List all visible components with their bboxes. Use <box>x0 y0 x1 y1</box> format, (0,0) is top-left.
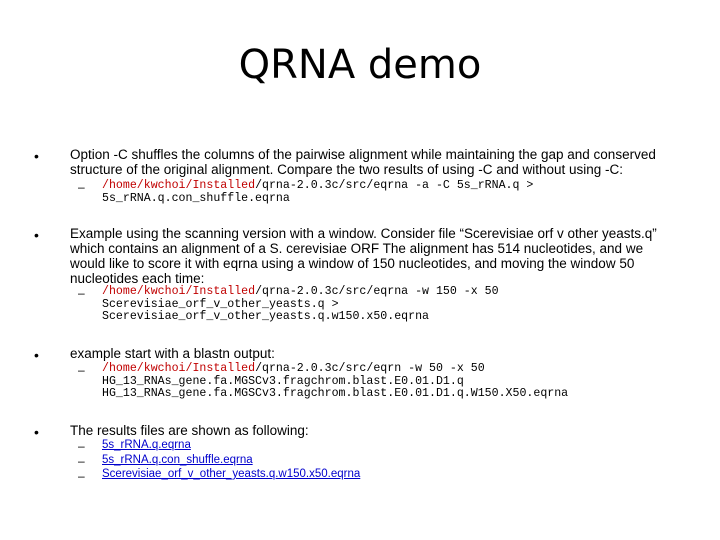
code-block-option-c <box>102 180 533 205</box>
bullet-text-option-c: Option -C shuffles the columns of the pairwise alignment while maintaining the gap and conserved structure of the original alignment. Compare the two results of using -C and without using -C: <box>70 147 656 177</box>
code-line: Scerevisiae_orf_v_other_yeasts.q > <box>102 297 339 311</box>
bullet-marker: • <box>34 148 39 164</box>
sub-dash: – <box>78 454 85 468</box>
sub-dash: – <box>78 439 85 453</box>
result-link-scerevisiae[interactable]: Scerevisiae_orf_v_other_yeasts.q.w150.x50.eqrna <box>102 468 361 480</box>
bullet-text-scanning: Example using the scanning version with a window. Consider file “Scerevisiae orf v other yeasts.q” which contains an alignment of a S. cerevisiae ORF The alignment has 514 nucleotides, and we would like to score it with eqrna using a window of 150 nucleotides, and moving the window 50 nucleotides each time: <box>70 226 657 286</box>
slide-title: QRNA demo <box>238 42 482 88</box>
code-path: /home/kwchoi/Installed <box>102 362 256 375</box>
bullet-marker: • <box>34 227 39 243</box>
code-line: HG_13_RNAs_gene.fa.MGSCv3.fragchrom.blast.E0.01.D1.q.W150.X50.eqrna <box>102 387 569 400</box>
code-block-blastn <box>102 363 568 401</box>
bullet-text-results: The results files are shown as following: <box>70 423 309 438</box>
bullet-marker: • <box>34 424 39 440</box>
code-line: 5s_rRNA.q.con_shuffle.eqrna <box>102 191 290 205</box>
code-path: /home/kwchoi/Installed <box>102 285 256 298</box>
code-path: /home/kwchoi/Installed <box>102 179 256 192</box>
sub-dash: – <box>78 286 85 300</box>
sub-dash: – <box>78 363 85 377</box>
results-links <box>102 438 360 482</box>
code-command: /qrna-2.0.3c/src/eqrn -w 50 -x 50 <box>255 362 485 375</box>
sub-dash: – <box>78 180 85 194</box>
bullet-text-blastn: example start with a blastn output: <box>70 346 275 361</box>
result-link-con-shuffle[interactable]: 5s_rRNA.q.con_shuffle.eqrna <box>102 453 253 466</box>
sub-dash: – <box>78 469 85 483</box>
code-command: /qrna-2.0.3c/src/eqrna -a -C 5s_rRNA.q > <box>255 179 534 192</box>
code-command: /qrna-2.0.3c/src/eqrna -w 150 -x 50 <box>255 285 499 298</box>
bullet-marker: • <box>34 347 39 363</box>
code-line: Scerevisiae_orf_v_other_yeasts.q.w150.x50.eqrna <box>102 310 429 323</box>
result-link-5s-rrna[interactable]: 5s_rRNA.q.eqrna <box>102 439 191 451</box>
code-line: HG_13_RNAs_gene.fa.MGSCv3.fragchrom.blast.E0.01.D1.q <box>102 374 464 388</box>
code-block-scanning <box>102 286 499 324</box>
